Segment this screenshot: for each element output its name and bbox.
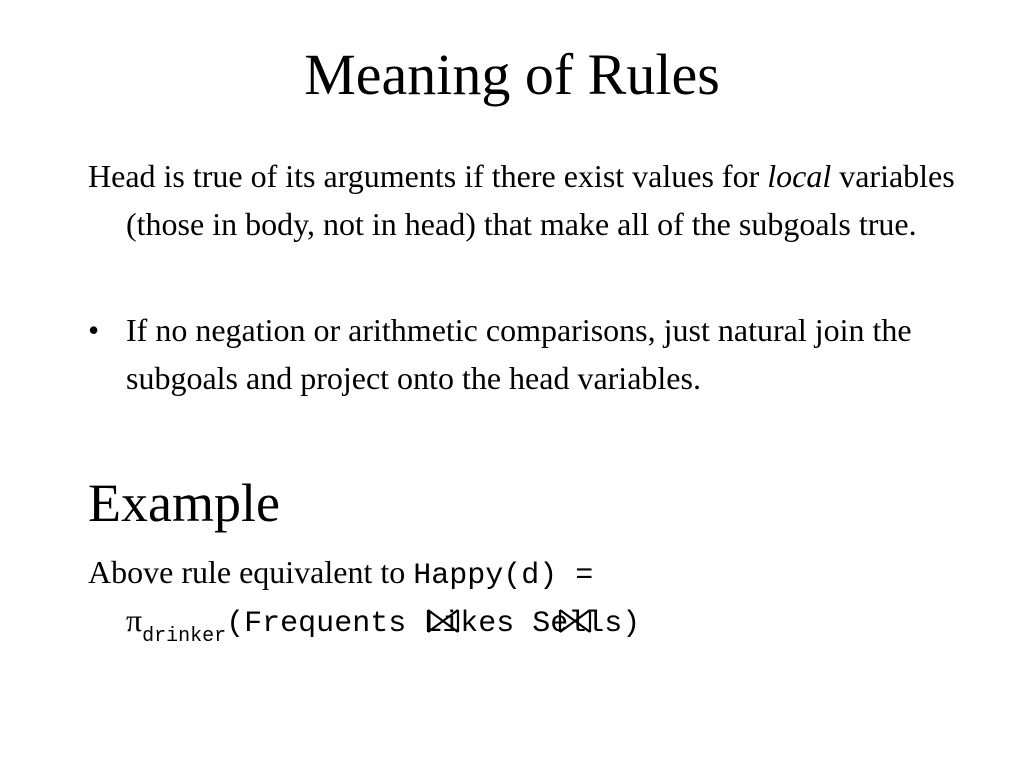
intro-text-after: variables (those in body, not in head) that make all of the subgoals true.: [126, 158, 955, 242]
happy-expression: Happy(d) =: [413, 559, 594, 593]
projection-subscript: drinker: [142, 625, 227, 648]
relations-text: (Frequents Likes Sells): [226, 607, 641, 641]
example-lead-line: [88, 548, 988, 600]
slide-title: Meaning of Rules: [304, 42, 720, 107]
bullet-marker: •: [88, 312, 100, 348]
natural-join-icon: [426, 608, 460, 634]
bullet-item: [88, 306, 986, 402]
rule-meaning-paragraph: [88, 152, 986, 248]
intro-text-before: Head is true of its arguments if there exist values for: [88, 158, 768, 194]
example-heading: Example: [88, 473, 280, 533]
bullet-text: If no negation or arithmetic comparisons, just natural join the subgoals and project onto the head variables.: [126, 312, 912, 396]
local-emphasis: local: [767, 158, 832, 194]
natural-join-icon: [558, 608, 592, 634]
example-lead-text: Above rule equivalent to: [88, 554, 414, 590]
pi-symbol: π: [126, 602, 143, 638]
